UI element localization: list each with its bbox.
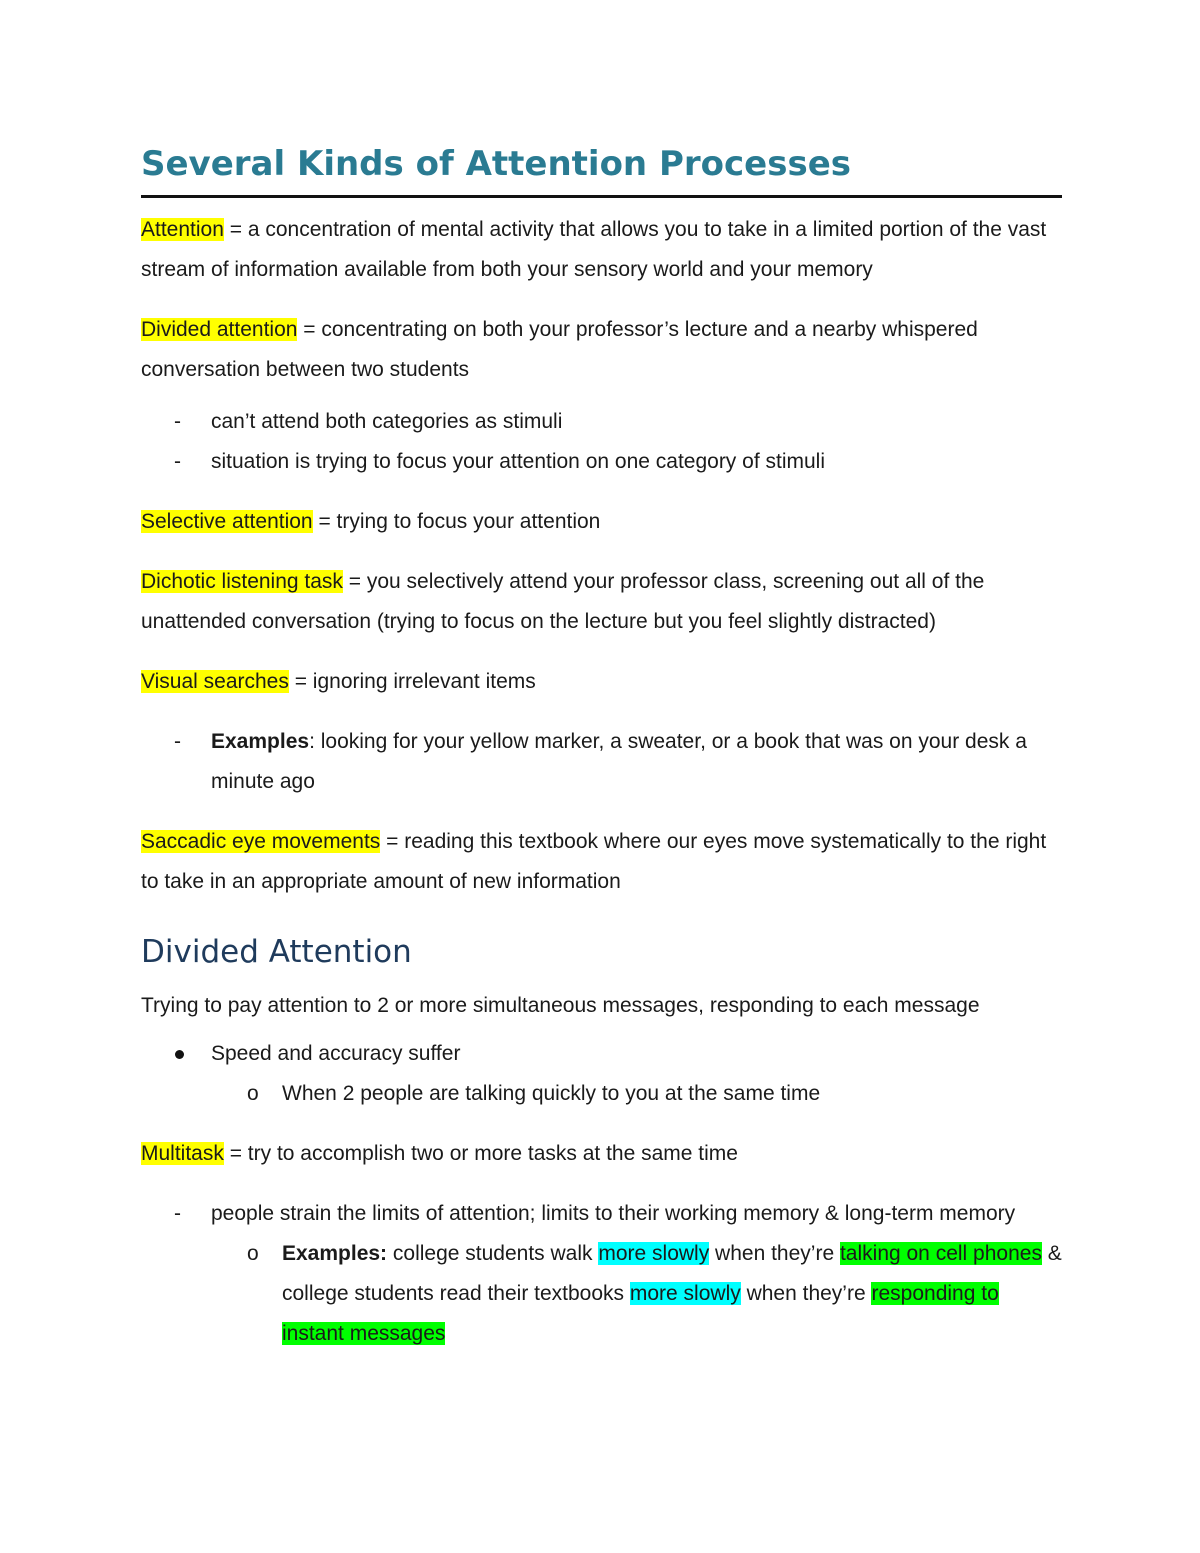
selective-definition: = trying to focus your attention xyxy=(312,510,601,533)
dash-marker: - xyxy=(174,410,181,433)
attention-term: Attention xyxy=(141,218,224,241)
highlight-green: responding to instant messages xyxy=(282,1282,999,1345)
section-intro: Trying to pay attention to 2 or more simultaneous messages, responding to each message xyxy=(141,994,980,1017)
list-item: - Examples: looking for your yellow marker, a sweater, or a book that was on your desk a minute ago xyxy=(141,722,1062,802)
dichotic-paragraph xyxy=(141,562,1062,642)
multitask-definition: = try to accomplish two or more tasks at the same time xyxy=(223,1142,738,1165)
divided-definition: = concentrating on both your professor’s lecture and a nearby whispered conversation between two students xyxy=(141,318,978,381)
section-heading: Divided Attention xyxy=(141,934,412,970)
bullet-dot xyxy=(175,1050,184,1059)
multitask-paragraph xyxy=(141,1134,1062,1174)
document-page xyxy=(141,140,1062,1354)
dichotic-term: Dichotic listening task xyxy=(141,570,343,593)
examples-label: Examples xyxy=(211,730,310,753)
multitask-term: Multitask xyxy=(141,1142,224,1165)
dash-marker: - xyxy=(174,730,181,753)
title-underline xyxy=(141,195,1062,198)
circle-marker: o xyxy=(247,1242,259,1265)
examples-label: Examples: xyxy=(282,1242,388,1265)
divided-section-list xyxy=(141,1034,1062,1114)
page-title: Several Kinds of Attention Processes xyxy=(141,144,851,184)
visual-definition: = ignoring irrelevant items xyxy=(288,670,536,693)
dash-marker: - xyxy=(174,1202,181,1225)
dash-marker: - xyxy=(174,450,181,473)
attention-definition: = a concentration of mental activity that allows you to take in a limited portion of the vast stream of information available from both your sensory world and your memory xyxy=(141,218,1047,281)
selective-term: Selective attention xyxy=(141,510,313,533)
highlight-green: talking on cell phones xyxy=(839,1242,1042,1265)
list-item: - people strain the limits of attention; limits to their working memory & long-term memory xyxy=(141,1194,1062,1234)
list-item: o When 2 people are talking quickly to you at the same time xyxy=(141,1074,1062,1114)
multitask-list xyxy=(141,1194,1062,1354)
list-item: o Examples: college students walk more slowly when they’re talking on cell phones & college students read their textbooks more slowly when they’re responding to instant messages xyxy=(141,1234,1062,1354)
circle-marker: o xyxy=(247,1082,259,1105)
dichotic-definition: = you selectively attend your professor class, screening out all of the unattended conversation (trying to focus on the lecture but you feel slightly distracted) xyxy=(141,570,985,633)
list-item: - can’t attend both categories as stimuli xyxy=(141,402,1062,442)
selective-paragraph xyxy=(141,502,1062,542)
list-item: - situation is trying to focus your attention on one category of stimuli xyxy=(141,442,1062,482)
visual-term: Visual searches xyxy=(141,670,289,693)
highlight-cyan: more slowly xyxy=(598,1242,710,1265)
visual-paragraph xyxy=(141,662,1062,702)
highlight-cyan: more slowly xyxy=(629,1282,741,1305)
attention-paragraph xyxy=(141,210,1062,290)
list-item: Speed and accuracy suffer xyxy=(141,1034,1062,1074)
divided-bullet-list xyxy=(141,402,1062,482)
divided-term: Divided attention xyxy=(141,318,298,341)
saccadic-definition: = reading this textbook where our eyes move systematically to the right to take in an appropriate amount of new information xyxy=(141,830,1047,893)
visual-bullet-list xyxy=(141,722,1062,802)
divided-paragraph xyxy=(141,310,1062,390)
saccadic-term: Saccadic eye movements xyxy=(141,830,381,853)
saccadic-paragraph xyxy=(141,822,1062,902)
